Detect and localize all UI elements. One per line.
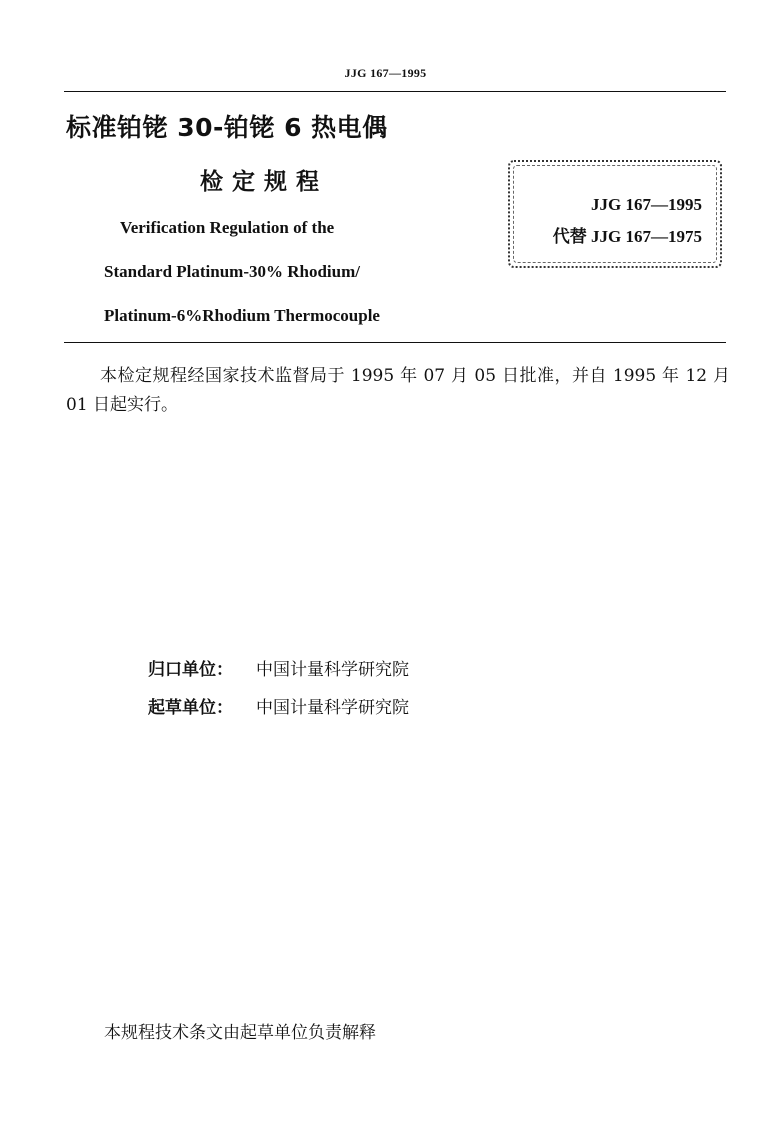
header-rule — [64, 91, 726, 92]
section-rule — [64, 342, 726, 343]
drafting-unit-row — [148, 693, 409, 718]
code-box — [508, 160, 722, 268]
code-current: JJG 167—1995 — [591, 195, 702, 214]
responsible-unit-label: 归口单位： — [148, 660, 233, 680]
document-code-header: JJG 167—1995 — [344, 66, 427, 80]
responsible-unit-row — [148, 655, 409, 680]
drafting-unit-label: 起草单位： — [148, 698, 233, 718]
subtitle-chinese: 检定规程 — [200, 169, 328, 195]
drafting-unit-value: 中国计量科学研究院 — [256, 698, 409, 718]
responsible-unit-value: 中国计量科学研究院 — [256, 660, 409, 680]
approval-statement: 本检定规程经国家技术监督局于 1995 年 07 月 05 日批准，并自 1995 年 12 月 01 日起实行。 — [66, 366, 730, 415]
title-english-line-3: Platinum-6%Rhodium Thermocouple — [104, 306, 380, 325]
code-replaces: 代替 JJG 167—1975 — [552, 227, 702, 246]
interpretation-note: 本规程技术条文由起草单位负责解释 — [104, 1023, 376, 1043]
title-chinese: 标准铂铑 30-铂铑 6 热电偶 — [66, 113, 388, 142]
title-english-line-1: Verification Regulation of the — [120, 218, 335, 237]
title-english-line-2: Standard Platinum-30% Rhodium/ — [104, 262, 360, 281]
